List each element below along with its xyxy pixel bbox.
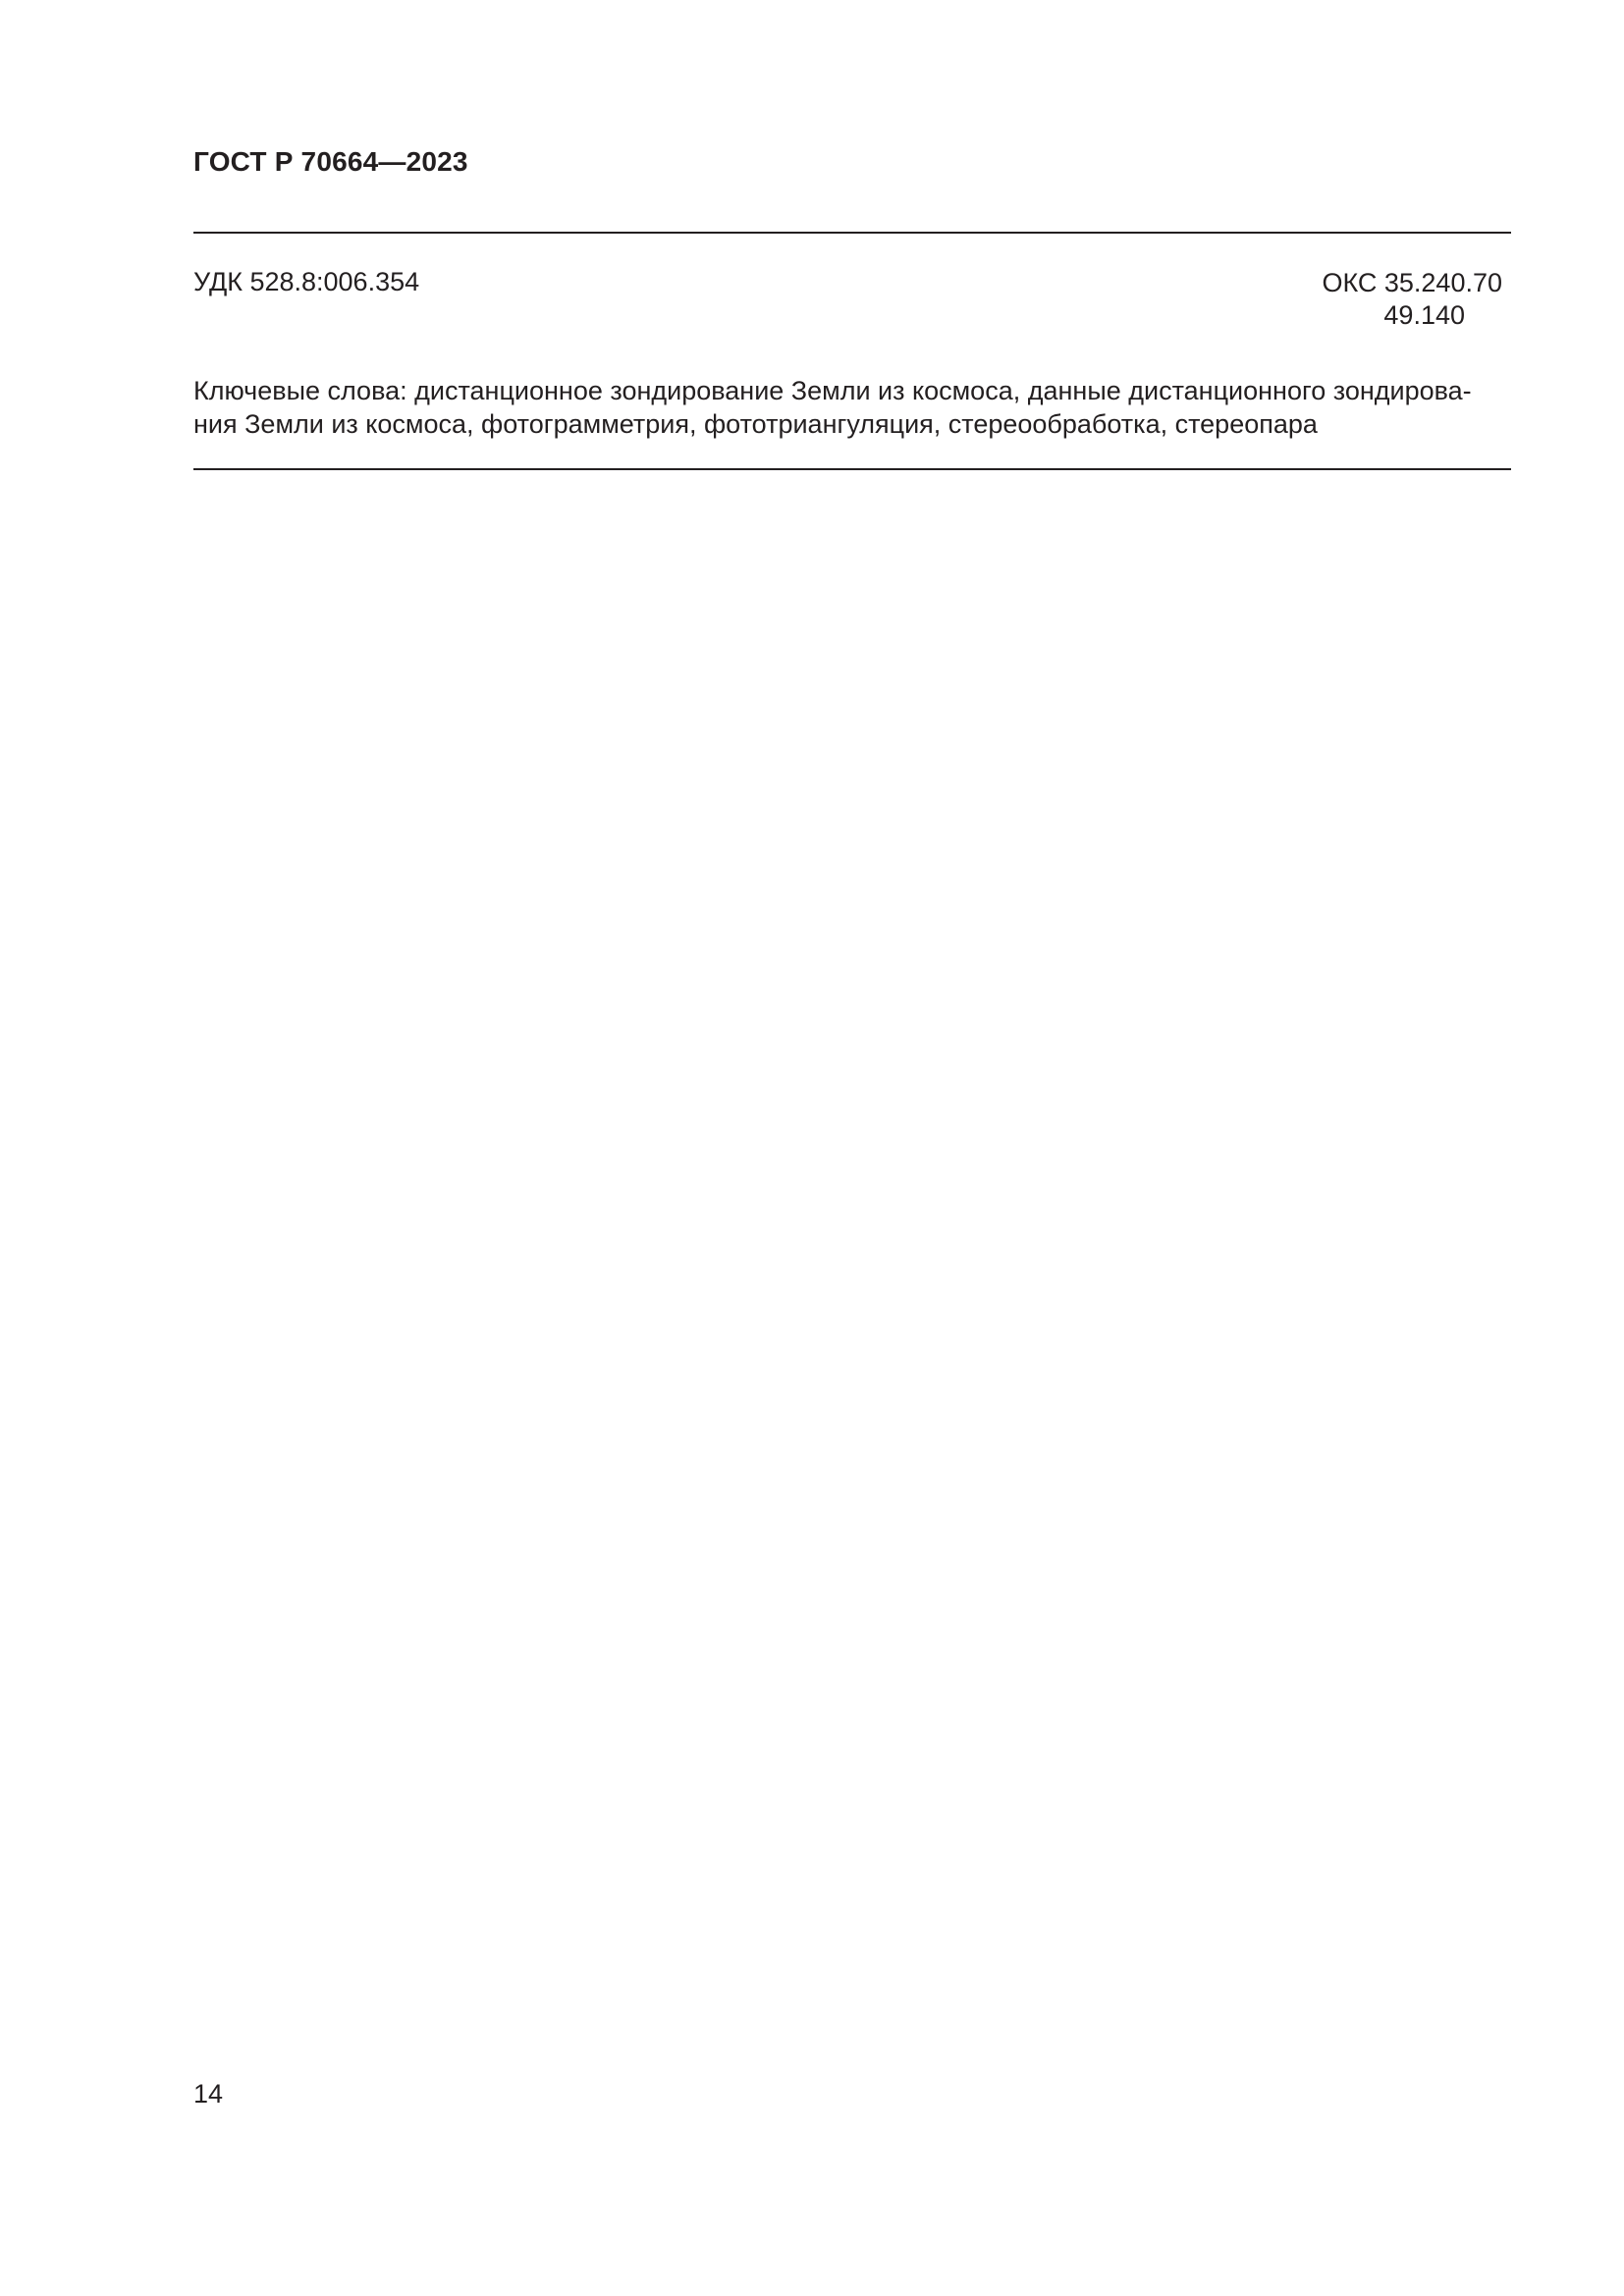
udk-code: УДК 528.8:006.354 [193,267,420,296]
oks-codes [1322,267,1502,332]
keywords-line-2: ния Земли из космоса, фотограмметрия, фототриангуляция, стереообработка, стереопара [193,409,1318,439]
top-divider [193,232,1511,234]
keywords-line-1: Ключевые слова: дистанционное зондирование Земли из космоса, данные дистанционного зондирова- [193,376,1472,405]
oks-code-primary: ОКС 35.240.70 [1322,268,1502,297]
page-number: 14 [193,2079,224,2109]
document-header-designation: ГОСТ Р 70664—2023 [193,146,468,177]
bottom-divider [193,468,1511,470]
keywords-paragraph [193,374,1511,441]
oks-code-secondary: 49.140 [1383,300,1465,330]
